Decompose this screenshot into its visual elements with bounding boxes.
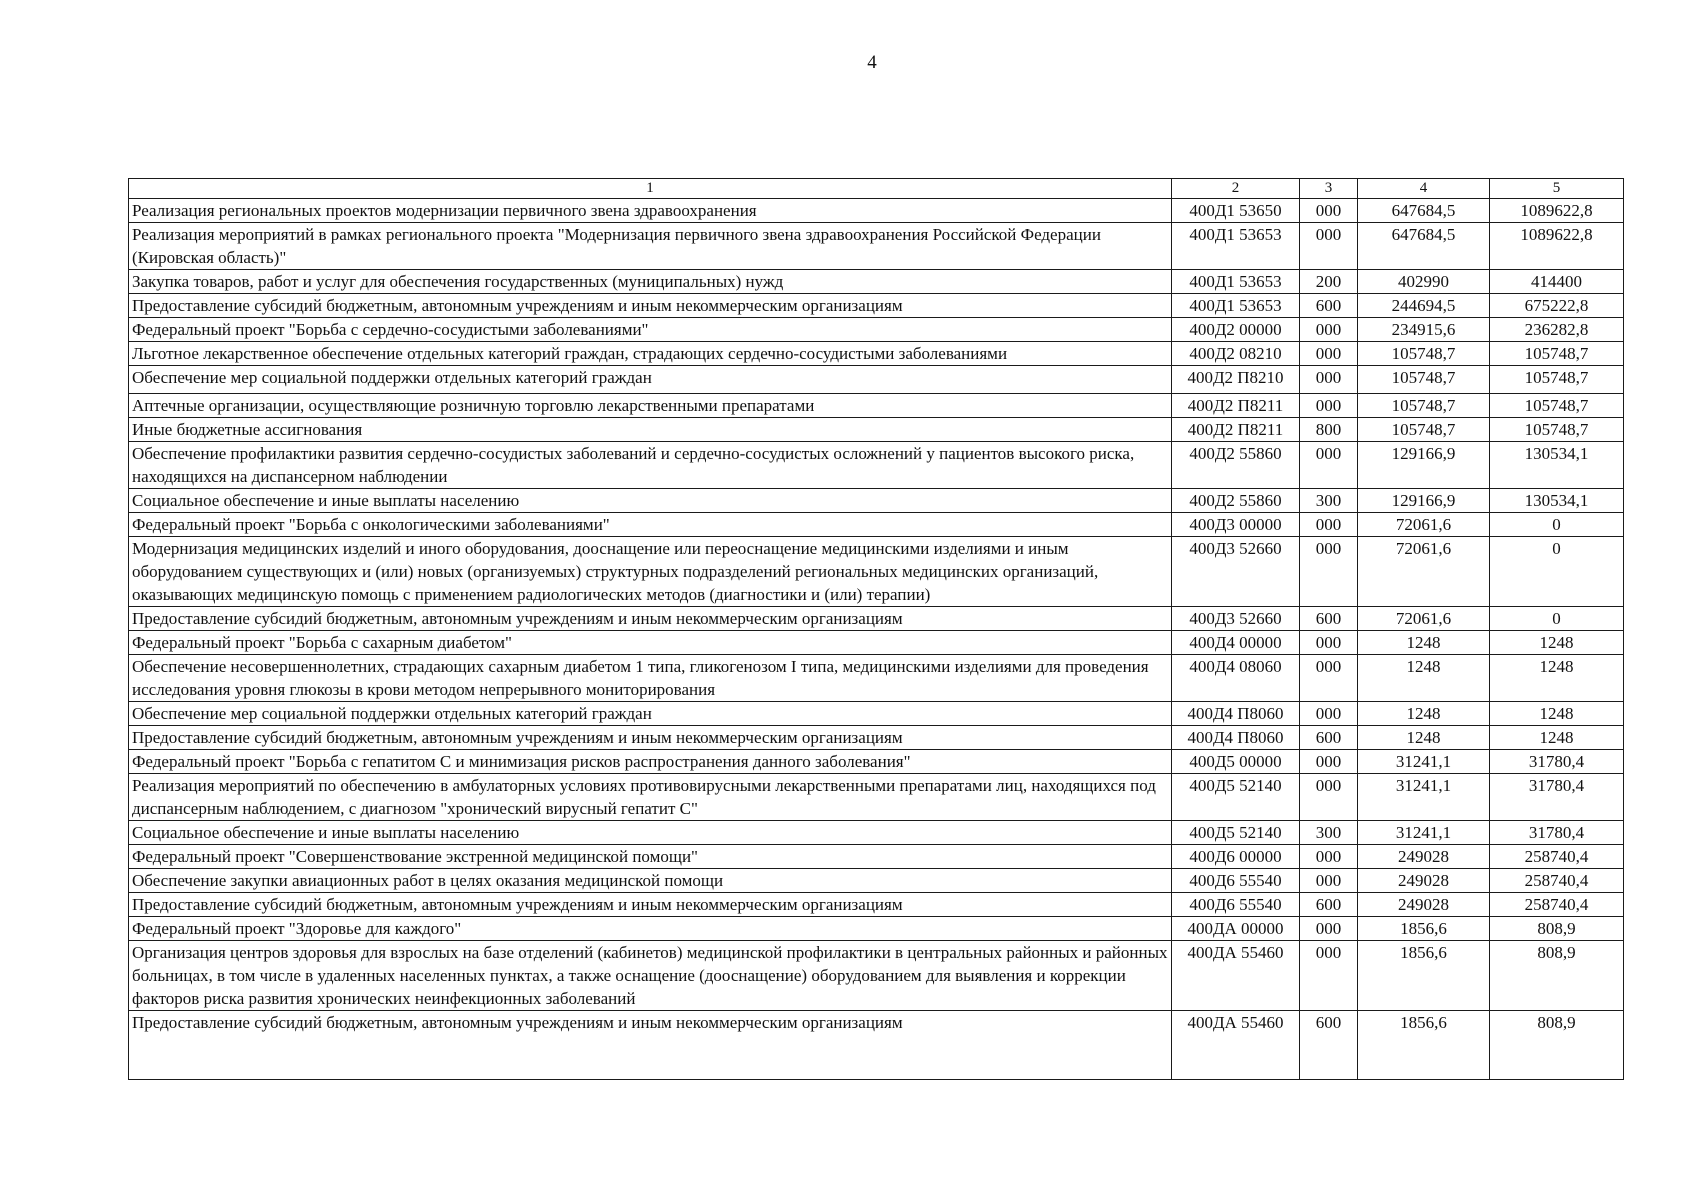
row-name-cell: Федеральный проект "Борьба с онкологическими заболеваниями" [129, 513, 1172, 537]
row-code-cell: 400Д1 53653 [1172, 223, 1300, 270]
row-code-cell: 400Д2 П8211 [1172, 394, 1300, 418]
table-row [129, 821, 1624, 845]
row-name-cell: Реализация мероприятий по обеспечению в амбулаторных условиях противовирусными лекарственными препаратами лиц, находящихся под диспансерным наблюдением, с диагнозом "хронический вирусный гепатит С" [129, 774, 1172, 821]
table-row [129, 513, 1624, 537]
row-value-2025-cell: 130534,1 [1490, 442, 1624, 489]
row-value-2025-cell: 236282,8 [1490, 318, 1624, 342]
row-value-2025-cell: 258740,4 [1490, 893, 1624, 917]
table-row [129, 294, 1624, 318]
row-name-cell: Социальное обеспечение и иные выплаты населению [129, 489, 1172, 513]
row-type-cell: 000 [1300, 318, 1358, 342]
row-code-cell: 400Д5 00000 [1172, 750, 1300, 774]
table-row [129, 631, 1624, 655]
row-type-cell: 000 [1300, 223, 1358, 270]
table-row [129, 893, 1624, 917]
row-value-2024-cell: 244694,5 [1358, 294, 1490, 318]
row-value-2025-cell: 808,9 [1490, 917, 1624, 941]
row-type-cell: 000 [1300, 513, 1358, 537]
table-row [129, 342, 1624, 366]
row-type-cell: 000 [1300, 366, 1358, 394]
row-value-2025-cell: 414400 [1490, 270, 1624, 294]
row-value-2024-cell: 234915,6 [1358, 318, 1490, 342]
row-code-cell: 400Д2 П8211 [1172, 418, 1300, 442]
row-code-cell: 400Д2 08210 [1172, 342, 1300, 366]
row-name-cell: Предоставление субсидий бюджетным, автономным учреждениям и иным некоммерческим организациям [129, 726, 1172, 750]
row-type-cell: 000 [1300, 845, 1358, 869]
row-value-2024-cell: 1856,6 [1358, 941, 1490, 1011]
row-value-2025-cell: 1248 [1490, 702, 1624, 726]
table-row [129, 537, 1624, 607]
row-code-cell: 400Д2 55860 [1172, 442, 1300, 489]
table-row [129, 702, 1624, 726]
row-name-cell: Предоставление субсидий бюджетным, автономным учреждениям и иным некоммерческим организациям [129, 607, 1172, 631]
row-value-2024-cell: 1248 [1358, 726, 1490, 750]
table-row [129, 869, 1624, 893]
row-type-cell: 300 [1300, 821, 1358, 845]
row-value-2024-cell: 647684,5 [1358, 223, 1490, 270]
header-cell-3: 3 [1300, 179, 1358, 199]
row-value-2024-cell: 72061,6 [1358, 537, 1490, 607]
row-code-cell: 400Д4 08060 [1172, 655, 1300, 702]
row-value-2025-cell: 130534,1 [1490, 489, 1624, 513]
row-code-cell: 400Д5 52140 [1172, 774, 1300, 821]
row-value-2025-cell: 0 [1490, 513, 1624, 537]
row-code-cell: 400ДА 55460 [1172, 1011, 1300, 1080]
row-name-cell: Социальное обеспечение и иные выплаты населению [129, 821, 1172, 845]
row-value-2025-cell: 0 [1490, 607, 1624, 631]
row-type-cell: 000 [1300, 917, 1358, 941]
table-row [129, 270, 1624, 294]
row-name-cell: Предоставление субсидий бюджетным, автономным учреждениям и иным некоммерческим организациям [129, 294, 1172, 318]
table-row [129, 655, 1624, 702]
row-name-cell: Модернизация медицинских изделий и иного оборудования, дооснащение или переоснащение медицинскими изделиями и иным оборудованием существующих и (или) новых (организуемых) структурных подразделений региональных медицинских организаций, оказывающих медицинскую помощь с применением радиологических методов (диагностики и (или) терапии) [129, 537, 1172, 607]
row-value-2024-cell: 1248 [1358, 702, 1490, 726]
table-row [129, 318, 1624, 342]
row-value-2025-cell: 1089622,8 [1490, 223, 1624, 270]
header-cell-4: 4 [1358, 179, 1490, 199]
row-value-2024-cell: 105748,7 [1358, 366, 1490, 394]
table-row [129, 223, 1624, 270]
row-value-2024-cell: 31241,1 [1358, 750, 1490, 774]
table-row [129, 1011, 1624, 1080]
row-name-cell: Льготное лекарственное обеспечение отдельных категорий граждан, страдающих сердечно-сосудистыми заболеваниями [129, 342, 1172, 366]
row-value-2024-cell: 72061,6 [1358, 513, 1490, 537]
row-name-cell: Федеральный проект "Борьба с сердечно-сосудистыми заболеваниями" [129, 318, 1172, 342]
row-value-2025-cell: 1248 [1490, 655, 1624, 702]
table-row [129, 941, 1624, 1011]
row-name-cell: Иные бюджетные ассигнования [129, 418, 1172, 442]
row-value-2024-cell: 249028 [1358, 893, 1490, 917]
header-cell-2: 2 [1172, 179, 1300, 199]
row-type-cell: 600 [1300, 294, 1358, 318]
row-code-cell: 400Д1 53653 [1172, 294, 1300, 318]
row-name-cell: Обеспечение профилактики развития сердечно-сосудистых заболеваний и сердечно-сосудистых осложнений у пациентов высокого риска, находящихся на диспансерном наблюдении [129, 442, 1172, 489]
row-value-2024-cell: 1248 [1358, 631, 1490, 655]
row-type-cell: 000 [1300, 655, 1358, 702]
row-code-cell: 400Д5 52140 [1172, 821, 1300, 845]
row-type-cell: 000 [1300, 442, 1358, 489]
row-type-cell: 000 [1300, 631, 1358, 655]
row-type-cell: 000 [1300, 537, 1358, 607]
table-row [129, 418, 1624, 442]
row-value-2025-cell: 1089622,8 [1490, 199, 1624, 223]
row-value-2025-cell: 105748,7 [1490, 342, 1624, 366]
row-code-cell: 400Д1 53653 [1172, 270, 1300, 294]
row-name-cell: Аптечные организации, осуществляющие розничную торговлю лекарственными препаратами [129, 394, 1172, 418]
table-row [129, 917, 1624, 941]
row-value-2025-cell: 105748,7 [1490, 366, 1624, 394]
row-value-2025-cell: 105748,7 [1490, 418, 1624, 442]
header-cell-1: 1 [129, 179, 1172, 199]
row-code-cell: 400Д6 55540 [1172, 893, 1300, 917]
row-code-cell: 400Д4 П8060 [1172, 702, 1300, 726]
row-value-2025-cell: 675222,8 [1490, 294, 1624, 318]
table-row [129, 750, 1624, 774]
row-value-2025-cell: 31780,4 [1490, 821, 1624, 845]
row-type-cell: 000 [1300, 394, 1358, 418]
row-type-cell: 800 [1300, 418, 1358, 442]
row-type-cell: 000 [1300, 774, 1358, 821]
row-code-cell: 400Д2 00000 [1172, 318, 1300, 342]
row-type-cell: 600 [1300, 607, 1358, 631]
row-value-2025-cell: 0 [1490, 537, 1624, 607]
row-code-cell: 400Д2 П8210 [1172, 366, 1300, 394]
row-name-cell: Реализация региональных проектов модернизации первичного звена здравоохранения [129, 199, 1172, 223]
row-value-2024-cell: 402990 [1358, 270, 1490, 294]
row-type-cell: 600 [1300, 726, 1358, 750]
page-number: 4 [867, 52, 877, 73]
row-code-cell: 400Д3 00000 [1172, 513, 1300, 537]
row-value-2024-cell: 105748,7 [1358, 342, 1490, 366]
row-type-cell: 000 [1300, 342, 1358, 366]
row-name-cell: Обеспечение несовершеннолетних, страдающих сахарным диабетом 1 типа, гликогенозом I типа, медицинскими изделиями для проведения исследования уровня глюкозы в крови методом непрерывного мониторирования [129, 655, 1172, 702]
row-value-2024-cell: 105748,7 [1358, 394, 1490, 418]
row-code-cell: 400Д3 52660 [1172, 607, 1300, 631]
row-name-cell: Реализация мероприятий в рамках регионального проекта "Модернизация первичного звена здравоохранения Российской Федерации (Кировская область)" [129, 223, 1172, 270]
row-type-cell: 600 [1300, 1011, 1358, 1080]
row-type-cell: 000 [1300, 750, 1358, 774]
row-name-cell: Федеральный проект "Здоровье для каждого" [129, 917, 1172, 941]
row-type-cell: 000 [1300, 199, 1358, 223]
row-name-cell: Закупка товаров, работ и услуг для обеспечения государственных (муниципальных) нужд [129, 270, 1172, 294]
row-code-cell: 400Д4 П8060 [1172, 726, 1300, 750]
budget-table [128, 178, 1624, 1080]
table-row [129, 726, 1624, 750]
row-value-2025-cell: 258740,4 [1490, 869, 1624, 893]
table-row [129, 442, 1624, 489]
row-type-cell: 000 [1300, 941, 1358, 1011]
row-type-cell: 000 [1300, 702, 1358, 726]
row-value-2024-cell: 105748,7 [1358, 418, 1490, 442]
row-name-cell: Обеспечение закупки авиационных работ в целях оказания медицинской помощи [129, 869, 1172, 893]
row-value-2025-cell: 105748,7 [1490, 394, 1624, 418]
row-code-cell: 400Д1 53650 [1172, 199, 1300, 223]
row-name-cell: Предоставление субсидий бюджетным, автономным учреждениям и иным некоммерческим организациям [129, 893, 1172, 917]
row-name-cell: Обеспечение мер социальной поддержки отдельных категорий граждан [129, 702, 1172, 726]
row-code-cell: 400ДА 55460 [1172, 941, 1300, 1011]
row-value-2025-cell: 1248 [1490, 631, 1624, 655]
table-row [129, 199, 1624, 223]
table-body [129, 199, 1624, 1080]
table-row [129, 366, 1624, 394]
row-value-2025-cell: 1248 [1490, 726, 1624, 750]
row-value-2024-cell: 72061,6 [1358, 607, 1490, 631]
row-value-2024-cell: 31241,1 [1358, 774, 1490, 821]
row-value-2024-cell: 1856,6 [1358, 1011, 1490, 1080]
row-code-cell: 400Д3 52660 [1172, 537, 1300, 607]
table-row [129, 489, 1624, 513]
header-cell-5: 5 [1490, 179, 1624, 199]
row-type-cell: 200 [1300, 270, 1358, 294]
row-value-2024-cell: 249028 [1358, 869, 1490, 893]
row-value-2024-cell: 129166,9 [1358, 442, 1490, 489]
row-name-cell: Обеспечение мер социальной поддержки отдельных категорий граждан [129, 366, 1172, 394]
table-row [129, 774, 1624, 821]
row-value-2024-cell: 1248 [1358, 655, 1490, 702]
row-code-cell: 400ДА 00000 [1172, 917, 1300, 941]
row-type-cell: 300 [1300, 489, 1358, 513]
row-name-cell: Организация центров здоровья для взрослых на базе отделений (кабинетов) медицинской профилактики в центральных районных и районных больницах, в том числе в удаленных населенных пунктах, а также оснащение (дооснащение) оборудованием для выявления и коррекции факторов риска развития хронических неинфекционных заболеваний [129, 941, 1172, 1011]
header-row [129, 179, 1624, 199]
row-value-2024-cell: 129166,9 [1358, 489, 1490, 513]
row-type-cell: 600 [1300, 893, 1358, 917]
row-value-2024-cell: 31241,1 [1358, 821, 1490, 845]
row-value-2024-cell: 647684,5 [1358, 199, 1490, 223]
row-name-cell: Федеральный проект "Борьба с сахарным диабетом" [129, 631, 1172, 655]
row-value-2024-cell: 249028 [1358, 845, 1490, 869]
row-code-cell: 400Д6 00000 [1172, 845, 1300, 869]
table-row [129, 394, 1624, 418]
row-code-cell: 400Д2 55860 [1172, 489, 1300, 513]
row-value-2024-cell: 1856,6 [1358, 917, 1490, 941]
row-code-cell: 400Д6 55540 [1172, 869, 1300, 893]
row-type-cell: 000 [1300, 869, 1358, 893]
row-code-cell: 400Д4 00000 [1172, 631, 1300, 655]
table-row [129, 607, 1624, 631]
row-value-2025-cell: 258740,4 [1490, 845, 1624, 869]
row-name-cell: Федеральный проект "Борьба с гепатитом С и минимизация рисков распространения данного заболевания" [129, 750, 1172, 774]
row-value-2025-cell: 31780,4 [1490, 750, 1624, 774]
row-value-2025-cell: 808,9 [1490, 941, 1624, 1011]
row-value-2025-cell: 808,9 [1490, 1011, 1624, 1080]
row-name-cell: Федеральный проект "Совершенствование экстренной медицинской помощи" [129, 845, 1172, 869]
row-value-2025-cell: 31780,4 [1490, 774, 1624, 821]
row-name-cell: Предоставление субсидий бюджетным, автономным учреждениям и иным некоммерческим организациям [129, 1011, 1172, 1080]
table-row [129, 845, 1624, 869]
